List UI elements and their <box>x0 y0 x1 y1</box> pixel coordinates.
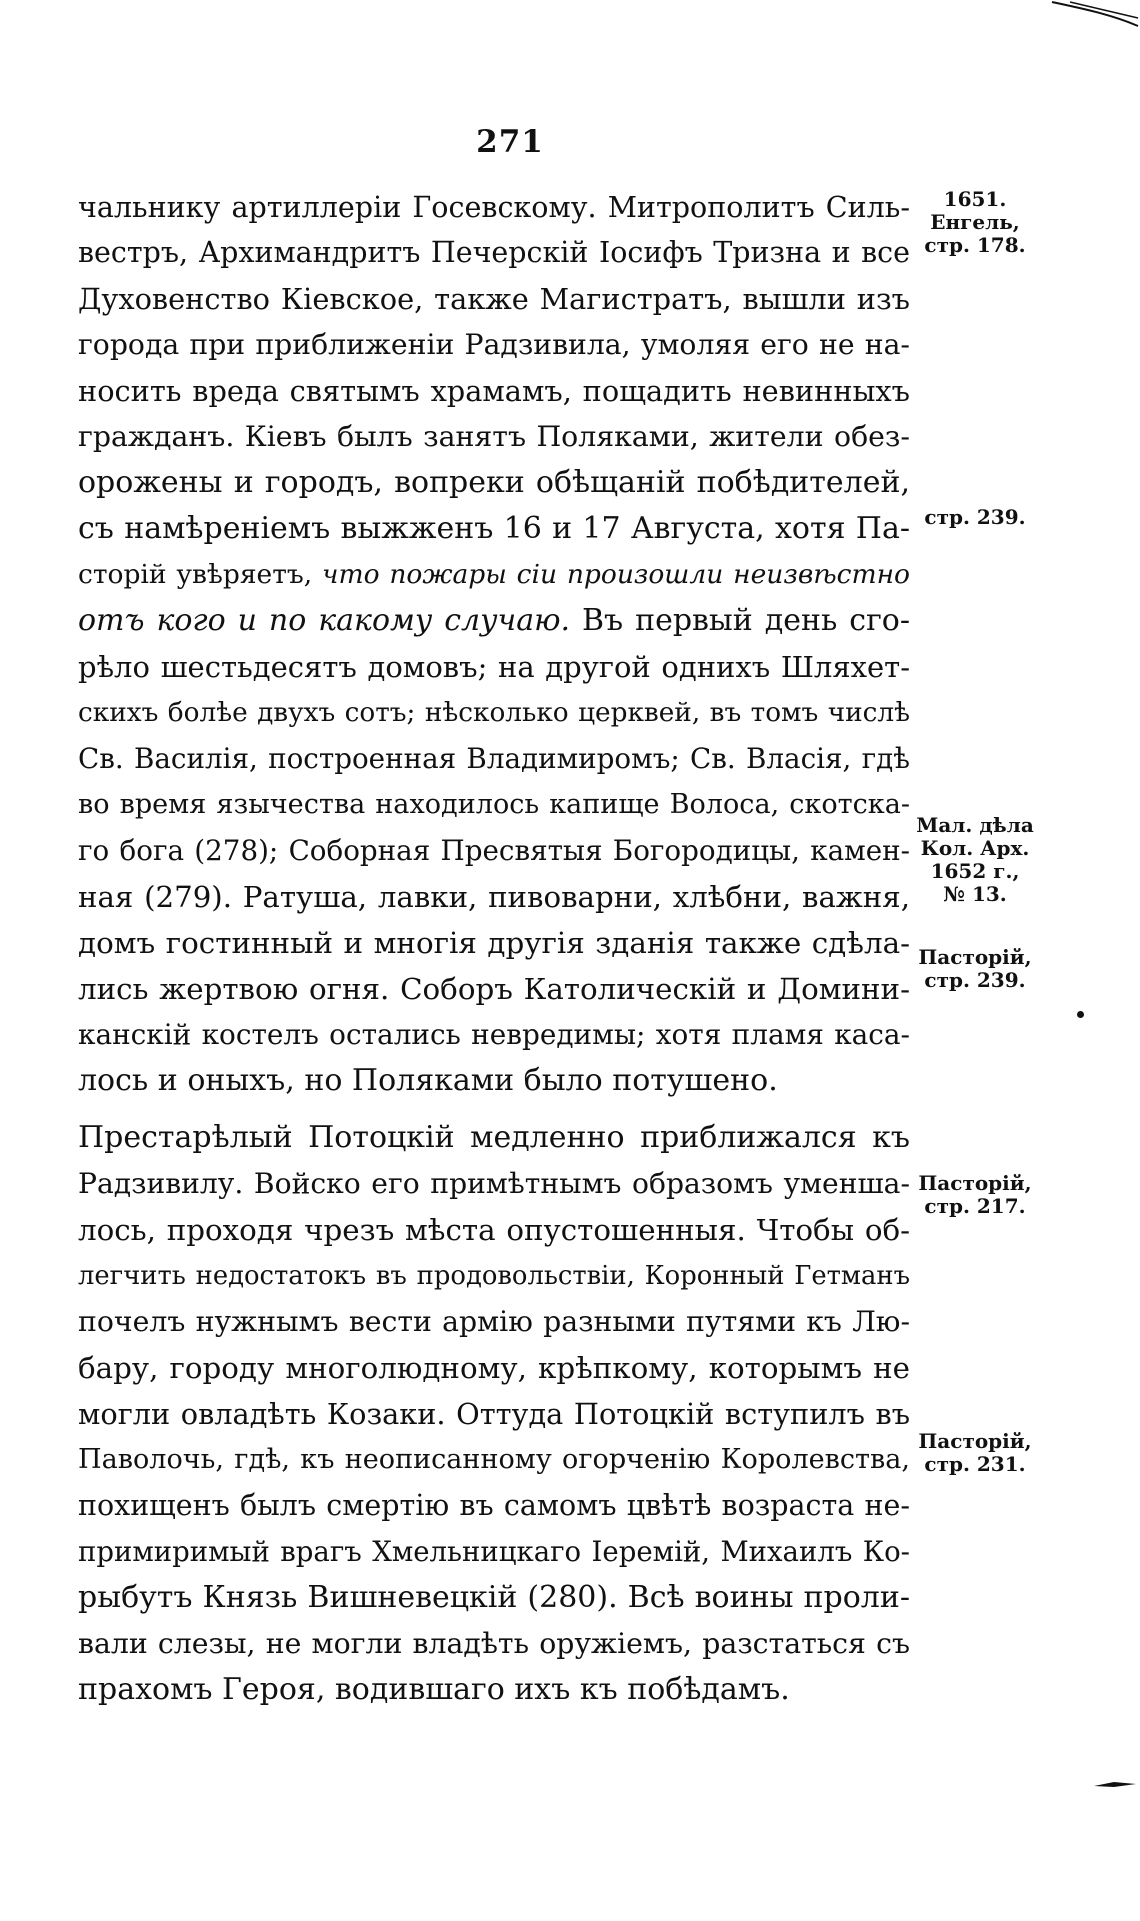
page-number: 271 <box>476 124 544 160</box>
text-line: Св. Василiя, построенная Владимиромъ; Св. Власiя, гдѣ <box>78 742 910 775</box>
text-line: Паволочь, гдѣ, къ неописанному огорченiю Королевства, <box>78 1444 910 1475</box>
margin-note-line: 1652 г., <box>930 859 1020 883</box>
text-line: вали слезы, не могли владѣть оружiемъ, разстаться съ <box>78 1627 910 1660</box>
margin-note <box>916 1172 1034 1218</box>
text-line: вестръ, Архимандритъ Печерскiй Iосифъ Тризна и все <box>78 236 910 269</box>
page-edge-scan-mark <box>1094 1778 1136 1790</box>
margin-note-line: Пасторiй, <box>918 1171 1032 1195</box>
margin-note-line: стр. 217. <box>924 1194 1026 1218</box>
text-line: легчить недостатокъ въ продовольствiи, Коронный Гетманъ <box>78 1261 910 1291</box>
margin-note-line: № 13. <box>943 882 1007 906</box>
margin-note-line: стр. 178. <box>924 233 1026 257</box>
paragraph-1 <box>78 184 910 1104</box>
text-line: чальнику артиллерiи Госевскому. Митрополитъ Силь- <box>78 190 910 224</box>
text-line: домъ гостинный и многiя другiя зданiя также сдѣла- <box>78 926 910 960</box>
text-line: лись жертвою огня. Соборъ Католическiй и Домини- <box>78 972 910 1006</box>
text-line: го бога (278); Соборная Пресвятыя Богородицы, камен- <box>78 834 910 867</box>
text-line: бару, городу многолюдному, крѣпкому, которымъ не <box>78 1351 910 1385</box>
margin-note <box>916 506 1034 529</box>
text-line: съ намѣренiемъ выжженъ 16 и 17 Августа, хотя Па- <box>78 511 910 546</box>
text-line: лось и оныхъ, но Поляками было потушено. <box>78 1063 778 1098</box>
text-line-with-italic <box>78 598 910 644</box>
margin-note-line: 1651. <box>943 187 1007 211</box>
text-line: гражданъ. Кiевъ былъ занятъ Поляками, жители обез- <box>78 420 910 453</box>
text-line: почелъ нужнымъ вести армiю разными путями къ Лю- <box>78 1305 910 1338</box>
text-line: рыбутъ Князь Вишневецкiй (280). Всѣ воины проли- <box>78 1580 910 1615</box>
text-line: ная (279). Ратуша, лавки, пивоварни, хлѣбни, важня, <box>78 880 910 914</box>
italic-quote: что пожары сiи произошли неизвѣстно <box>321 559 910 590</box>
margin-note <box>916 946 1034 992</box>
paragraph-2 <box>78 1115 910 1713</box>
text-line: города при приближенiи Радзивила, умоляя его не на- <box>78 328 910 361</box>
margin-note <box>916 814 1034 906</box>
text-line: лось, проходя чрезъ мѣста опустошенныя. Чтобы об- <box>78 1213 910 1247</box>
ink-dot-mark <box>1077 1011 1084 1018</box>
margin-note-line: стр. 239. <box>924 968 1026 992</box>
text-line: канскiй костелъ остались невредимы; хотя пламя каса- <box>78 1018 910 1051</box>
margin-note <box>916 1430 1034 1476</box>
italic-quote: отъ кого и по какому случаю. <box>78 603 571 638</box>
text-line: Духовенство Кiевское, также Магистратъ, вышли изъ <box>78 282 910 316</box>
text-line: во время язычества находилось капище Волоса, скотска- <box>78 789 910 820</box>
text-line: могли овладѣть Козаки. Оттуда Потоцкiй вступилъ въ <box>78 1397 910 1431</box>
page-corner-scan-mark <box>1050 0 1140 30</box>
margin-note-line: Мал. дѣла <box>916 813 1034 837</box>
margin-note-line: стр. 231. <box>924 1452 1026 1476</box>
margin-note-line: Енгель, <box>930 210 1020 234</box>
text-fragment: сторiй увѣряетъ, <box>78 559 322 590</box>
text-line: рѣло шестьдесятъ домовъ; на другой однихъ Шляхет- <box>78 650 910 684</box>
text-line-with-italic <box>78 552 910 598</box>
margin-note-line: стр. 239. <box>924 505 1026 529</box>
text-line: похищенъ былъ смертiю въ самомъ цвѣтѣ возраста не- <box>78 1489 910 1522</box>
margin-note <box>916 188 1034 257</box>
text-line: примиримый врагъ Хмельницкаго Iеремiй, Михаилъ Ко- <box>78 1536 910 1568</box>
text-line: носить вреда святымъ храмамъ, пощадить невинныхъ <box>78 374 910 408</box>
text-line: Радзивилу. Войско его примѣтнымъ образомъ уменша- <box>78 1167 910 1200</box>
text-line: орожены и городъ, вопреки обѣщанiй побѣдителей, <box>78 465 910 500</box>
margin-note-line: Пасторiй, <box>918 945 1032 969</box>
margin-note-line: Кол. Арх. <box>920 836 1030 860</box>
text-line: скихъ болѣе двухъ сотъ; нѣсколько церквей, въ томъ числѣ <box>78 698 910 728</box>
text-line: прахомъ Героя, водившаго ихъ къ побѣдамъ. <box>78 1672 790 1707</box>
text-fragment: Въ первый день сго- <box>570 603 910 638</box>
margin-note-line: Пасторiй, <box>918 1429 1032 1453</box>
text-line: Престарѣлый Потоцкiй медленно приближался къ <box>78 1120 910 1155</box>
